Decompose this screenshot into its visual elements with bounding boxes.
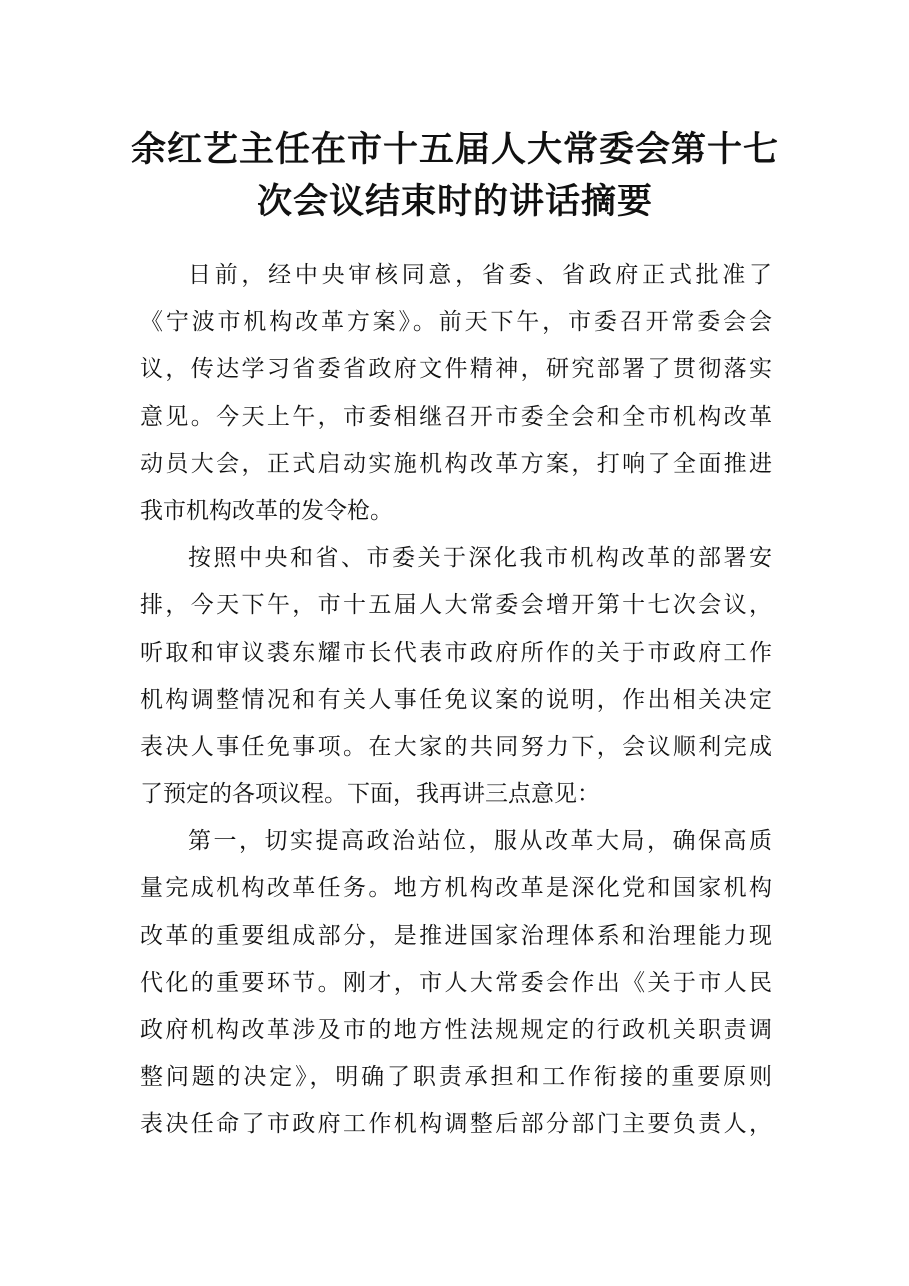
text-line: 表决任命了市政府工作机构调整后部分部门主要负责人，: [140, 1111, 772, 1138]
text-line: 排，今天下午，市十五届人大常委会增开第十七次会议，: [140, 592, 772, 619]
text-line: 听取和审议裘东耀市长代表市政府所作的关于市政府工作: [140, 639, 772, 666]
text-line: 量完成机构改革任务。地方机构改革是深化党和国家机构: [140, 875, 772, 902]
text-line: 意见。今天上午，市委相继召开市委全会和全市机构改革: [140, 403, 772, 430]
text-line: 动员大会，正式启动实施机构改革方案，打响了全面推进: [140, 450, 772, 477]
document-title: [110, 124, 800, 228]
text-line: 了预定的各项议程。下面，我再讲三点意见：: [140, 781, 600, 808]
text-line: 表决人事任免事项。在大家的共同努力下，会议顺利完成: [140, 733, 772, 760]
text-line: 日前，经中央审核同意，省委、省政府正式批准了: [188, 262, 772, 288]
text-line: 《宁波市机构改革方案》。前天下午，市委召开常委会会: [140, 309, 772, 336]
text-line: 我市机构改革的发令枪。: [140, 497, 393, 524]
document-body: [140, 252, 772, 1149]
text-line: 按照中央和省、市委关于深化我市机构改革的部署安: [188, 545, 772, 572]
text-line: 改革的重要组成部分，是推进国家治理体系和治理能力现: [140, 922, 772, 949]
text-line: 议，传达学习省委省政府文件精神，研究部署了贯彻落实: [140, 356, 772, 383]
text-line: 代化的重要环节。刚才，市人大常委会作出《关于市人民: [140, 969, 772, 996]
text-line: 整问题的决定》，明确了职责承担和工作衔接的重要原则: [140, 1064, 772, 1091]
paragraph-2: [140, 535, 772, 818]
paragraph-1: [140, 252, 772, 535]
title-line: 余红艺主任在市十五届人大常委会第十七: [130, 130, 779, 170]
title-line: 次会议结束时的讲话摘要: [256, 182, 653, 222]
text-line: 第一，切实提高政治站位，服从改革大局，确保高质: [188, 828, 772, 855]
text-line: 政府机构改革涉及市的地方性法规规定的行政机关职责调: [140, 1017, 772, 1043]
paragraph-3: [140, 818, 772, 1148]
text-line: 机构调整情况和有关人事任免议案的说明，作出相关决定: [140, 686, 772, 713]
